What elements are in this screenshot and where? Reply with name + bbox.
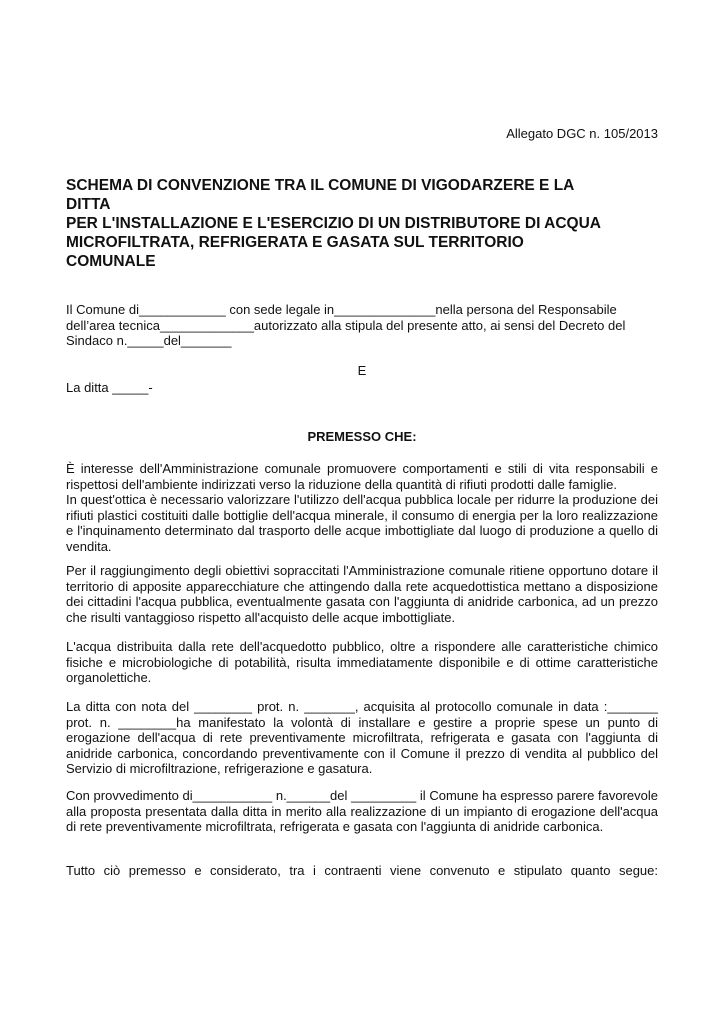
allegato-reference: Allegato DGC n. 105/2013 [506,126,658,141]
body-paragraph-4: L'acqua distribuita dalla rete dell'acquedotto pubblico, oltre a rispondere alle caratteristiche chimico fisiche e microbiologiche di potabilità, risulta immediatamente disponibile e di ottime caratteristiche organolettiche. [66,639,658,686]
body-paragraph-2: In quest'ottica è necessario valorizzare l'utilizzo dell'acqua pubblica locale per ridurre la produzione dei rifiuti plastici costituiti dalle bottiglie dell'acqua minerale, il consumo di energia per la loro realizzazione e l'inquinamento determinato dal trasporto delle acque imbottigliate dal luogo di produzione a quello di vendita. [66,492,658,554]
title-line: PER L'INSTALLAZIONE E L'ESERCIZIO DI UN DISTRIBUTORE DI ACQUA [66,215,601,232]
comune-line: Il Comune di____________ con sede legale in______________nella persona del Responsabile [66,302,617,317]
body-paragraph-1: È interesse dell'Amministrazione comunale promuovere comportamenti e stili di vita responsabili e rispettosi dell'ambiente indirizzati verso la riduzione della quantità di rifiuti prodotti dalle famiglie. [66,461,658,492]
document-title [66,176,658,271]
body-paragraph-3: Per il raggiungimento degli obiettivi sopraccitati l'Amministrazione comunale ritiene opportuno dotare il territorio di apposite apparecchiature che attingendo dalla rete acquedottistica mettano a disposizione dei cittadini l'acqua pubblica, eventualmente gasata con l'aggiunta di anidride carbonica, ad un prezzo che risulti vantaggioso rispetto all'acquisto delle acque imbottigliate. [66,563,658,625]
body-paragraph-5: La ditta con nota del ________ prot. n. _______, acquisita al protocollo comunale in data :_______ prot. n. ________ha manifestato la volontà di installare e gestire a proprie spese un punto di erogazione dell'acqua di rete preventivamente microfiltrata, refrigerata e gasata con l'aggiunta di anidride carbonica, concordando preventivamente con il Comune il prezzo di vendita al pubblico del Servizio di microfiltrazione, refrigerazione e gasatura. [66,699,658,777]
conjunction-e: E [357,363,367,378]
comune-line: Sindaco n._____del_______ [66,333,232,349]
comune-line: dell’area tecnica_____________autorizzato alla stipula del presente atto, ai sensi del Decreto del [66,317,626,333]
title-line: SCHEMA DI CONVENZIONE TRA IL COMUNE DI VIGODARZERE E LA [66,177,575,194]
comune-paragraph [66,302,658,349]
body-paragraph-6: Con provvedimento di___________ n.______del _________ il Comune ha espresso parere favorevole alla proposta presentata dalla ditta in merito alla realizzazione di un impianto di erogazione dell'acqua di rete preventivamente microfiltrata, refrigerata e gasata con l'aggiunta di anidride carbonica. [66,788,658,835]
title-line: COMUNALE [66,253,156,270]
section-heading: PREMESSO CHE: [307,429,417,444]
document-page [66,0,658,1024]
title-line: DITTA [66,196,111,213]
title-line: MICROFILTRATA, REFRIGERATA E GASATA SUL TERRITORIO [66,234,524,251]
body-paragraph-7: Tutto ciò premesso e considerato, tra i contraenti viene convenuto e stipulato quanto segue: [66,863,658,878]
ditta-line: La ditta _____- [66,380,153,395]
